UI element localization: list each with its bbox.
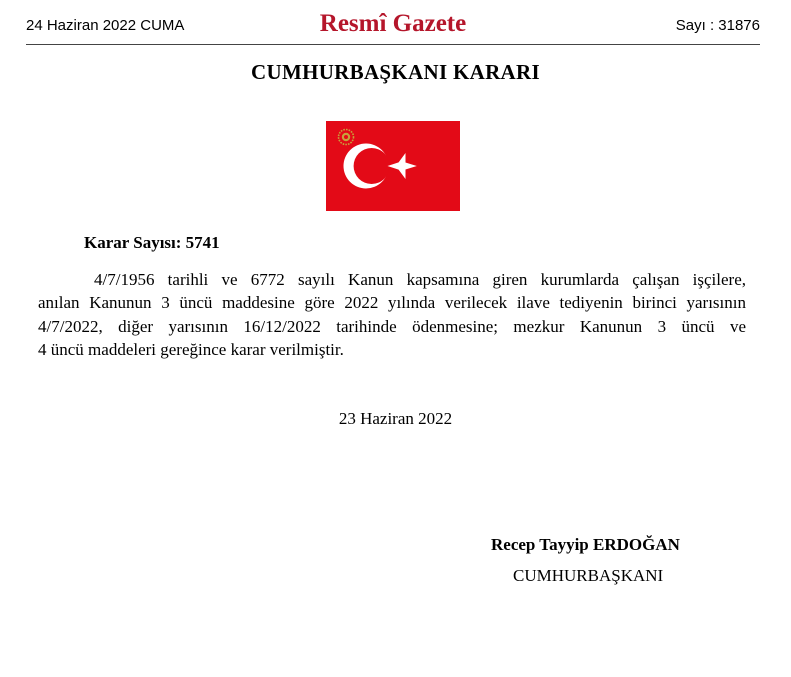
signer-title: CUMHURBAŞKANI xyxy=(513,566,664,585)
issue-date: 24 Haziran 2022 CUMA xyxy=(26,17,185,34)
signing-date: 23 Haziran 2022 xyxy=(338,409,453,428)
issue-number: Sayı : 31876 xyxy=(675,17,760,34)
signer-name: Recep Tayyip ERDOĞAN xyxy=(491,535,680,554)
body-line: 4/7/1956 tarihli ve 6772 sayılı Kanun kapsamına giren kurumlarda çalışan işçilere, xyxy=(94,270,746,289)
document-heading: CUMHURBAŞKANI KARARI xyxy=(251,60,540,84)
decision-body xyxy=(38,268,746,362)
body-line: 4/7/2022, diğer yarısının 16/12/2022 tarihinde ödenmesine; mezkur Kanunun 3 üncü ve xyxy=(38,316,746,336)
body-line: 4 üncü maddeleri gereğince karar verilmiştir. xyxy=(38,340,344,360)
decision-number: Karar Sayısı: 5741 xyxy=(84,233,220,252)
turkish-flag-icon xyxy=(326,121,460,211)
crescent-inner xyxy=(354,148,390,184)
body-line: anılan Kanunun 3 üncü maddesine göre 2022 yılında verilecek ilave tediyenin birinci yarısının xyxy=(38,293,746,313)
header-divider xyxy=(26,44,760,45)
gazette-header xyxy=(26,8,760,42)
gazette-title: Resmî Gazete xyxy=(319,10,467,37)
